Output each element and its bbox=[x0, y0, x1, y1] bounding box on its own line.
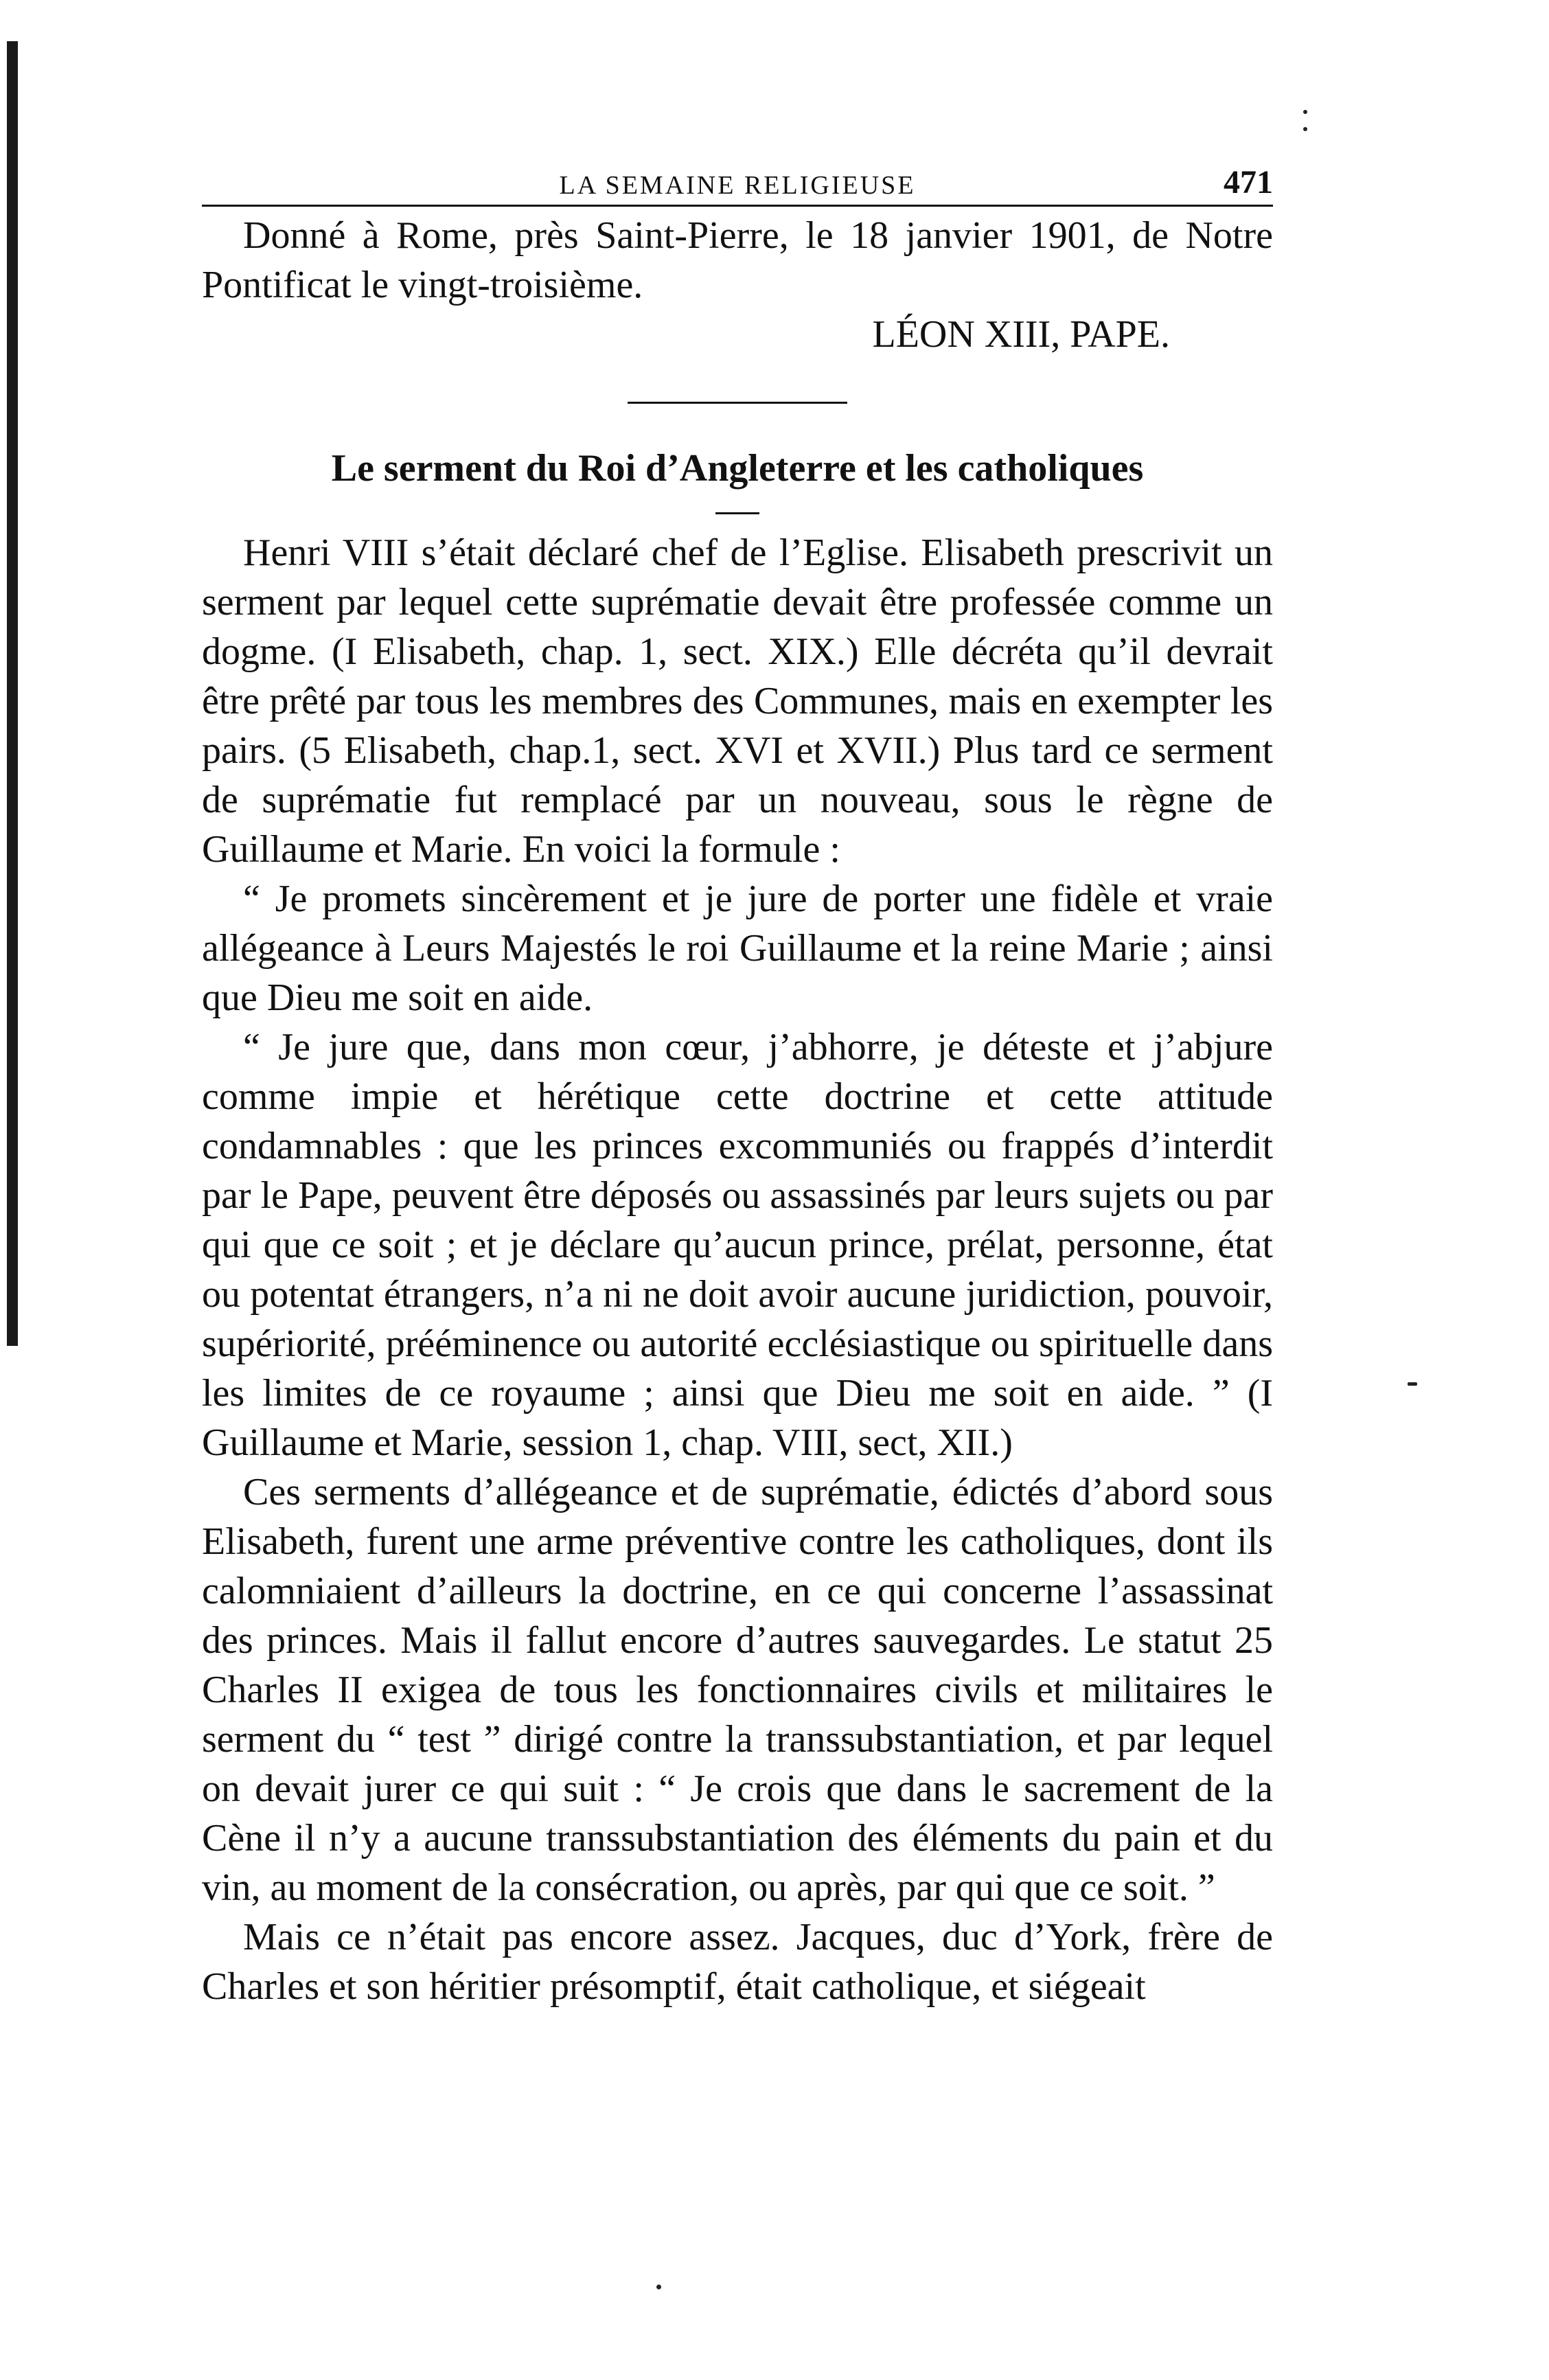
dated-line: Donné à Rome, près Saint-Pierre, le 18 janvier 1901, de Notre Pontificat le vingt-troisième. bbox=[202, 214, 1273, 306]
scan-speck bbox=[1303, 127, 1307, 131]
book-page bbox=[202, 144, 1273, 2011]
running-title: LA SEMAINE RELIGIEUSE bbox=[559, 171, 916, 200]
page-number: 471 bbox=[1224, 164, 1273, 201]
paragraph-henri-viii: Henri VIII s’était déclaré chef de l’Eglise. Elisabeth prescrivit un serment par lequel cette suprématie devait être professée comme un dogme. (I Elisabeth, chap. 1, sect. XIX.) Elle décréta qu’il devrait être prêté par tous les membres des Communes, mais en exempter les pairs. (5 Elisabeth, chap.1, sect. XVI et XVII.) Plus tard ce serment de suprématie fut remplacé par un nouveau, sous le règne de Guillaume et Marie. En voici la formule : bbox=[202, 531, 1273, 871]
header-rule bbox=[202, 205, 1273, 207]
section-title: Le serment du Roi d’Angleterre et les catholiques bbox=[331, 447, 1144, 490]
papal-signature: LÉON XIII, PAPE. bbox=[872, 313, 1170, 356]
scan-speck bbox=[1408, 1382, 1417, 1386]
section-divider bbox=[628, 402, 847, 404]
scan-speck bbox=[656, 2285, 661, 2289]
paragraph-oath-supremacy: “ Je jure que, dans mon cœur, j’abhorre, je déteste et j’abjure comme impie et hérétique cette doctrine et cette attitude condamnables : que les princes excommuniés ou frappés d’interdit par le Pape, peuvent être déposés ou assassinés par leurs sujets ou par qui que ce soit ; et je déclare qu’aucun prince, prélat, personne, état ou potentat étrangers, n’a ni ne doit avoir aucune juridiction, pouvoir, supériorité, prééminence ou autorité ecclésiastique ou spirituelle dans les limites de ce royaume ; ainsi que Dieu me soit en aide. ” (I Guillaume et Marie, session 1, chap. VIII, sect, XII.) bbox=[202, 1026, 1273, 1464]
title-dash bbox=[715, 512, 759, 514]
paragraph-jacques-york: Mais ce n’était pas encore assez. Jacques, duc d’York, frère de Charles et son héritier présomptif, était catholique, et siégeait bbox=[202, 1916, 1273, 2008]
scan-speck bbox=[1303, 110, 1307, 114]
binding-edge bbox=[7, 41, 18, 1346]
paragraph-test-act: Ces serments d’allégeance et de suprématie, édictés d’abord sous Elisabeth, furent une arme préventive contre les catholiques, dont ils calomniaient d’ailleurs la doctrine, en ce qui concerne l’assassinat des princes. Mais il fallut encore d’autres sauvegardes. Le statut 25 Charles II exigea de tous les fonctionnaires civils et militaires le serment du “ test ” dirigé contre la transsubstantiation, et par lequel on devait jurer ce qui suit : “ Je crois que dans le sacrement de la Cène il n’y a aucune transsubstantiation des éléments du pain et du vin, au moment de la consécration, ou après, par qui que ce soit. ” bbox=[202, 1471, 1273, 1909]
running-head bbox=[202, 144, 1273, 199]
paragraph-oath-allegiance: “ Je promets sincèrement et je jure de porter une fidèle et vraie allégeance à Leurs Majestés le roi Guillaume et la reine Marie ; ainsi que Dieu me soit en aide. bbox=[202, 878, 1273, 1019]
